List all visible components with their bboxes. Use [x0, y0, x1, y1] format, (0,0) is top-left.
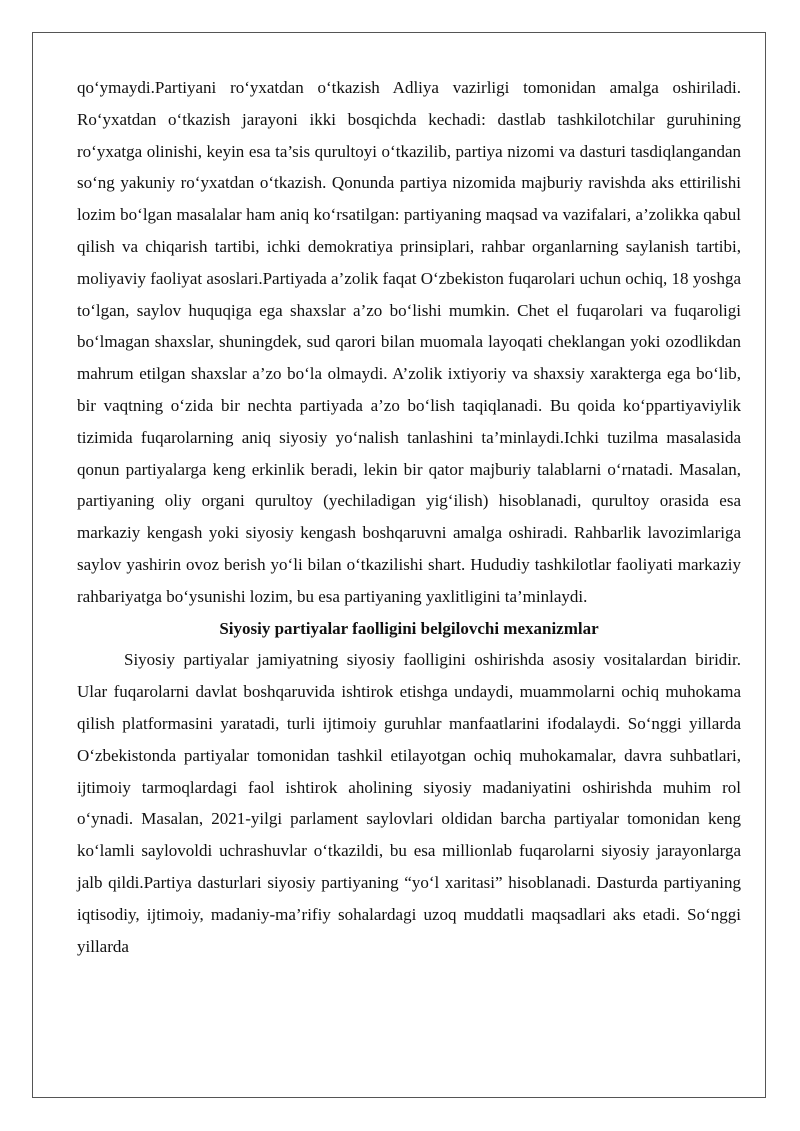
document-body — [77, 72, 741, 962]
body-paragraph: Siyosiy partiyalar jamiyatning siyosiy faolligini oshirishda asosiy vositalardan biridir. Ular fuqarolarni davlat boshqaruvida ishtirok etishga undaydi, muammolarni ochiq muhokama qilish platformasini yaratadi, turli ijtimoiy guruhlar manfaatlarini ifodalaydi. So‘nggi yillarda O‘zbekistonda partiyalar tomonidan tashkil etilayotgan ochiq muhokamalar, davra suhbatlari, ijtimoiy tarmoqlardagi faol ishtirok aholining siyosiy madaniyatini oshirishda muhim rol o‘ynadi. Masalan, 2021-yilgi parlament saylovlari oldidan barcha partiyalar tomonidan keng ko‘lamli saylovoldi uchrashuvlar o‘tkazildi, bu esa millionlab fuqarolarni siyosiy jarayonlarga jalb qildi.Partiya dasturlari siyosiy partiyaning “yo‘l xaritasi” hisoblanadi. Dasturda partiyaning iqtisodiy, ijtimoiy, madaniy-ma’rifiy sohalardagi uzoq muddatli maqsadlari aks etadi. So‘nggi yillarda — [77, 650, 741, 956]
section-heading: Siyosiy partiyalar faolligini belgilovchi mexanizmlar — [219, 618, 599, 638]
body-paragraph: qo‘ymaydi.Partiyani ro‘yxatdan o‘tkazish Adliya vazirligi tomonidan amalga oshiriladi. Ro‘yxatdan o‘tkazish jarayoni ikki bosqichda kechadi: dastlab tashkilotchilar guruhining ro‘yxatga olinishi, keyin esa ta’sis qurultoyi o‘tkazilib, partiya nizomi va dasturi tasdiqlangandan so‘ng yakuniy ro‘yxatdan o‘tkazish. Qonunda partiya nizomida majburiy ravishda aks ettirilishi lozim bo‘lgan masalalar ham aniq ko‘rsatilgan: partiyaning maqsad va vazifalari, a’zolikka qabul qilish va chiqarish tartibi, ichki demokratiya prinsiplari, rahbar organlarning saylanish tartibi, moliyaviy faoliyat asoslari.Partiyada a’zolik faqat O‘zbekiston fuqarolari uchun ochiq, 18 yoshga to‘lgan, saylov huquqiga ega shaxslar a’zo bo‘lishi mumkin. Chet el fuqarolari va fuqaroligi bo‘lmagan shaxslar, shuningdek, sud qarori bilan muomala layoqati cheklangan yoki ozodlikdan mahrum etilgan shaxslar a’zo bo‘la olmaydi. A’zolik ixtiyoriy va shaxsiy xarakterga ega bo‘lib, bir vaqtning o‘zida bir nechta partiyada a’zo bo‘lish taqiqlanadi. Bu qoida ko‘ppartiyaviylik tizimida fuqarolarning aniq siyosiy yo‘nalish tanlashini ta’minlaydi.Ichki tuzilma masalasida qonun partiyalarga keng erkinlik beradi, lekin bir qator majburiy talablarni o‘rnatadi. Masalan, partiyaning oliy organi qurultoy (yechiladigan yig‘ilish) hisoblanadi, qurultoy orasida esa markaziy kengash yoki siyosiy kengash boshqaruvni amalga oshiradi. Rahbarlik lavozimlariga saylov yashirin ovoz berish yo‘li bilan o‘tkazilishi shart. Hududiy tashkilotlar faoliyati markaziy rahbariyatga bo‘ysunishi lozim, bu esa partiyaning yaxlitligini ta’minlaydi. — [77, 78, 741, 606]
